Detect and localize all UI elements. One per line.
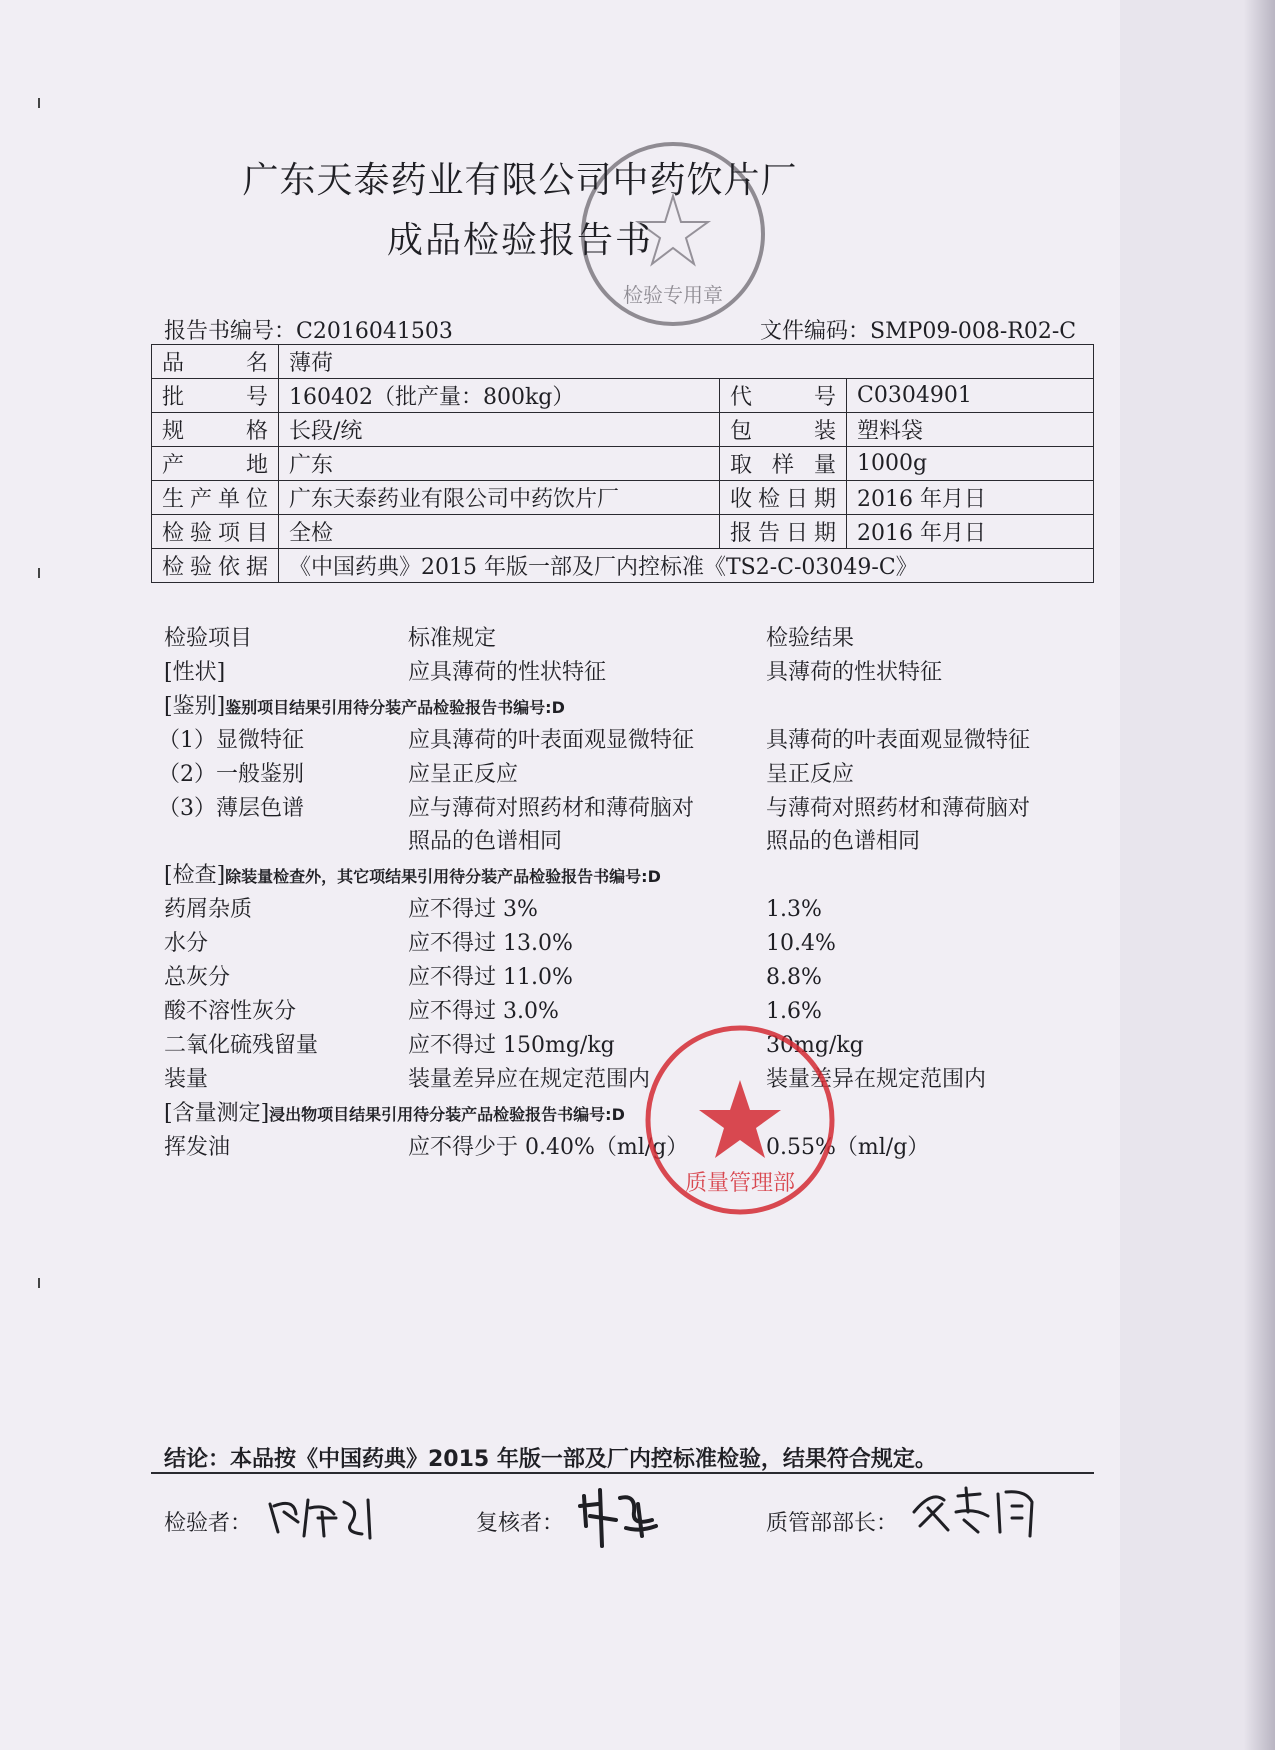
report-number [164,314,453,345]
quality-department-stamp [640,1020,840,1220]
column-header-result: 检验结果 [766,626,855,651]
result-item: 水分 [164,931,209,956]
result-standard: 应不得少于 0.40%（ml/g） [408,1135,689,1160]
result-value: 0.55%（ml/g） [766,1135,930,1160]
result-standard: 应不得过 13.0% [408,931,573,956]
reviewer-label: 复核者： [476,1511,565,1536]
report-date-label: 报告日期 [720,515,847,549]
sample-label: 取样量 [720,447,847,481]
basis-value: 《中国药典》2015 年版一部及厂内控标准《TS2-C-03049-C》 [279,549,1094,583]
section-note: 除装量检查外，其它项结果引用待分装产品检验报告书编号:D [225,867,661,886]
standard-line: 照品的色谱相同 [408,829,563,854]
result-value: 呈正反应 [766,762,855,787]
table-row [152,413,1094,447]
scan-mark [38,568,40,578]
qa-head-label: 质管部部长： [766,1511,899,1536]
reviewer-signature [576,1486,666,1550]
result-item: （3）薄层色谱 [158,796,304,821]
item-label: 检验项目 [152,515,279,549]
result-value: 8.8% [766,965,822,990]
result-row-traits [164,656,1094,690]
column-header-standard: 标准规定 [408,626,497,651]
conclusion-text: 结论：本品按《中国药典》2015 年版一部及厂内控标准检验，结果符合规定。 [164,1447,937,1472]
result-value [766,792,1030,858]
result-standard: 应不得过 3.0% [408,999,559,1024]
basis-label: 检验依据 [152,549,279,583]
sample-value: 1000g [847,447,1094,481]
result-value: 30mg/kg [766,1033,864,1058]
table-row [152,345,1094,379]
section-identification [164,690,1094,724]
batch-label: 批 号 [152,379,279,413]
result-value: 具薄荷的性状特征 [766,660,943,685]
signature-row [164,1506,1094,1556]
origin-value: 广东 [279,447,720,481]
result-row-general [158,758,1094,792]
code-value: C0304901 [847,379,1094,413]
results-header [164,622,1094,656]
product-value: 薄荷 [279,345,1094,379]
result-row-volatile-oil [164,1131,1094,1165]
result-value: 1.3% [766,897,822,922]
maker-value: 广东天泰药业有限公司中药饮片厂 [279,481,720,515]
table-row [152,549,1094,583]
result-row-ash [164,961,1094,995]
report-date-value: 2016 年月日 [847,515,1094,549]
result-row-fill [164,1063,1094,1097]
section-note: 鉴别项目结果引用待分装产品检验报告书编号:D [225,698,565,717]
result-standard: 装量差异应在规定范围内 [408,1067,651,1092]
section-label: [检查] [164,863,226,888]
origin-label: 产 地 [152,447,279,481]
receive-date-label: 收检日期 [720,481,847,515]
document-code-label: 文件编码： [760,319,871,344]
result-item: （1）显微特征 [158,728,304,753]
result-item: （2）一般鉴别 [158,762,304,787]
results-section [158,622,1094,1165]
section-note: 浸出物项目结果引用待分装产品检验报告书编号:D [269,1105,625,1124]
result-item: 酸不溶性灰分 [164,999,297,1024]
table-row [152,481,1094,515]
report-number-label: 报告书编号： [164,319,297,344]
report-number-value: C2016041503 [296,319,453,344]
item-value: 全检 [279,515,720,549]
inspector-signature [264,1492,384,1542]
pack-value: 塑料袋 [847,413,1094,447]
result-item: 装量 [164,1067,209,1092]
result-line: 与薄荷对照药材和薄荷脑对 [766,796,1031,821]
result-standard: 应不得过 11.0% [408,965,573,990]
result-line: 照品的色谱相同 [766,829,921,854]
result-row-tlc [158,792,1094,859]
result-row-microscopy [158,724,1094,758]
result-item: 挥发油 [164,1135,231,1160]
result-item: [性状] [164,660,226,685]
qa-head-signature [908,1482,1048,1546]
result-standard: 应具薄荷的叶表面观显微特征 [408,728,695,753]
svg-text:检验专用章: 检验专用章 [623,283,723,307]
result-standard: 应不得过 3% [408,897,538,922]
scan-edge [1243,0,1275,1750]
section-check [164,859,1094,893]
result-row-so2 [164,1029,1094,1063]
product-info-table [151,344,1094,583]
table-row [152,447,1094,481]
maker-label: 生产单位 [152,481,279,515]
scan-mark [38,1278,40,1288]
pack-label: 包 装 [720,413,847,447]
result-item: 药屑杂质 [164,897,253,922]
table-row [152,379,1094,413]
spec-label: 规 格 [152,413,279,447]
svg-text:质量管理部: 质量管理部 [684,1171,796,1196]
company-title: 广东天泰药业有限公司中药饮片厂 [242,160,798,201]
result-value: 10.4% [766,931,836,956]
result-item: 总灰分 [164,965,231,990]
table-row [152,515,1094,549]
result-value: 装量差异在规定范围内 [766,1067,987,1092]
document-code-value: SMP09-008-R02-C [870,319,1077,344]
result-row-water [164,927,1094,961]
section-label: [鉴别] [164,694,226,719]
column-header-item: 检验项目 [164,626,253,651]
result-item: 二氧化硫残留量 [164,1033,319,1058]
section-label: [含量测定] [164,1101,270,1126]
document-code [760,314,1076,345]
standard-line: 应与薄荷对照药材和薄荷脑对 [408,796,695,821]
result-value: 1.6% [766,999,822,1024]
batch-value: 160402（批产量：800kg） [279,379,720,413]
result-standard: 应具薄荷的性状特征 [408,660,607,685]
result-row-debris [164,893,1094,927]
result-standard: 应不得过 150mg/kg [408,1033,615,1058]
result-standard: 应呈正反应 [408,762,519,787]
code-label: 代 号 [720,379,847,413]
product-label: 品 名 [152,345,279,379]
document-title: 成品检验报告书 [386,220,653,261]
result-row-acid-ash [164,995,1094,1029]
result-value: 具薄荷的叶表面观显微特征 [766,728,1031,753]
result-standard [408,792,694,858]
inspector-label: 检验者： [164,1511,253,1536]
scan-mark [38,98,40,108]
divider [151,1472,1094,1474]
spec-value: 长段/统 [279,413,720,447]
receive-date-value: 2016 年月日 [847,481,1094,515]
section-assay [164,1097,1094,1131]
